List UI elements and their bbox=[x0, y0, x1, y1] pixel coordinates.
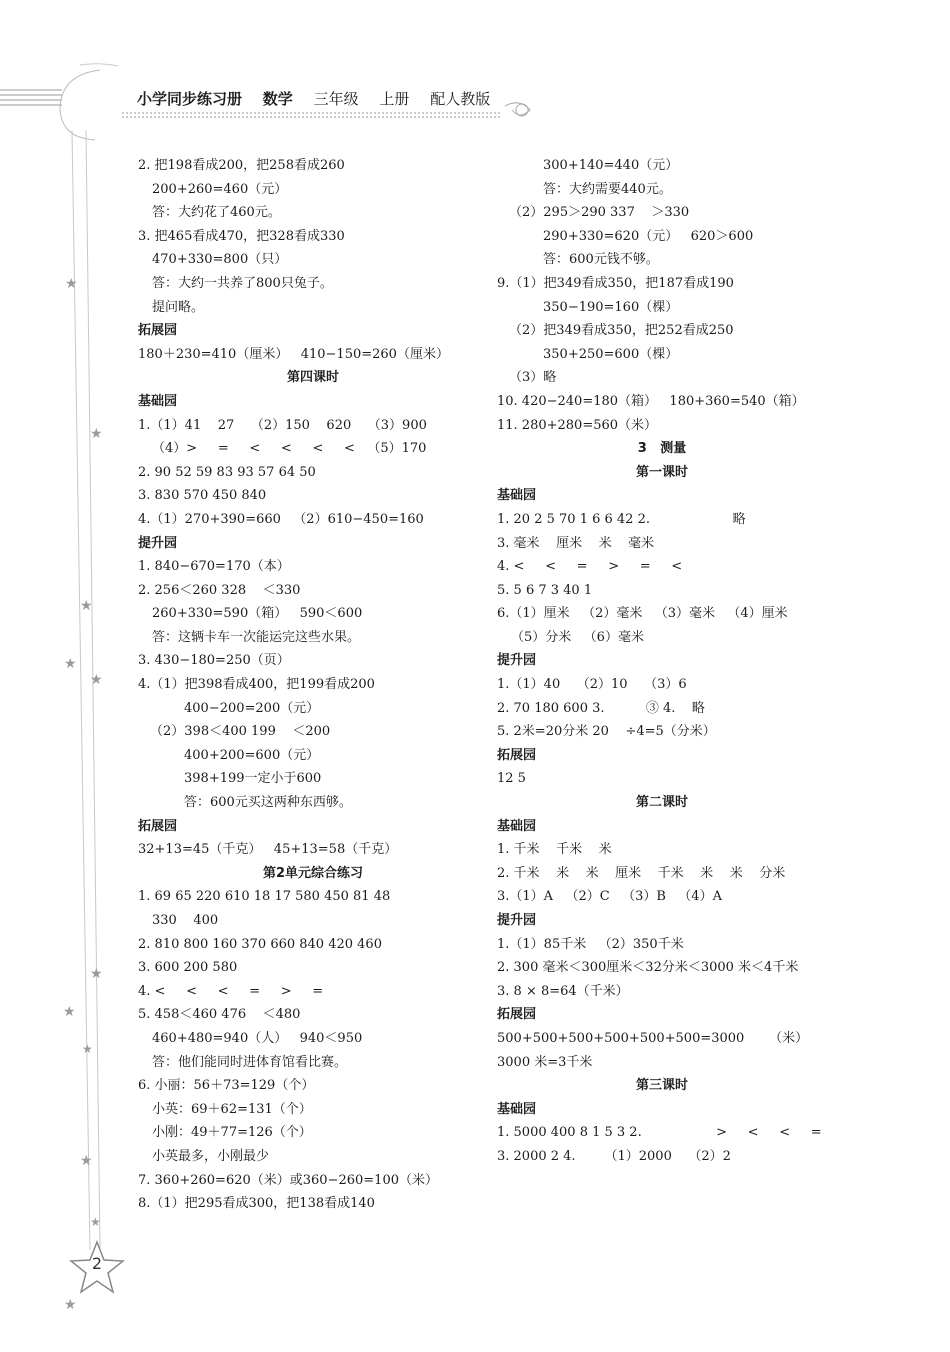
answer-line: 4. < < = > = < bbox=[497, 559, 683, 575]
margin-decoration bbox=[0, 0, 130, 1352]
answer-line: 7. 360+260=620（米）或360−260=100（米） bbox=[138, 1172, 438, 1188]
answer-line: 小刚：49＋77=126（个） bbox=[152, 1125, 312, 1141]
svg-text:★: ★ bbox=[80, 598, 93, 614]
book-title: 小学同步练习册 bbox=[137, 90, 243, 108]
answer-line: 2. 70 180 600 3. ③ 4. 略 bbox=[497, 700, 705, 716]
subsection-heading: 提升园 bbox=[497, 913, 537, 928]
svg-text:★: ★ bbox=[90, 426, 103, 442]
answer-line: 5. 2米=20分米 20 ÷4=5（分米） bbox=[497, 724, 716, 740]
answer-line: 260+330=590（箱） 590＜600 bbox=[152, 606, 363, 622]
answer-line: 32+13=45（千克） 45+13=58（千克） bbox=[138, 842, 398, 858]
page-header bbox=[137, 88, 506, 109]
answer-line: 5. 5 6 7 3 40 1 bbox=[497, 582, 593, 598]
answer-line: 300+140=440（元） bbox=[543, 158, 679, 173]
answer-line: 1.（1）40 （2）10 （3）6 bbox=[497, 677, 687, 693]
answer-line: 答：大约一共养了800只兔子。 bbox=[152, 275, 333, 291]
page-number: 2 bbox=[91, 1254, 103, 1273]
answer-line: 6.（1）厘米 （2）毫米 （3）毫米 （4）厘米 bbox=[497, 606, 788, 622]
answer-line: 470+330=800（只） bbox=[152, 252, 288, 268]
edition: 配人教版 bbox=[430, 90, 491, 108]
answer-line: 11. 280+280=560（米） bbox=[497, 417, 658, 433]
answer-line: 小英：69＋62=131（个） bbox=[152, 1101, 312, 1117]
subsection-heading: 提升园 bbox=[497, 653, 537, 669]
subsection-heading: 拓展园 bbox=[497, 1007, 537, 1023]
answer-line: 400+200=600（元） bbox=[184, 747, 320, 763]
answer-line: （4）> = < < < < （5）170 bbox=[152, 441, 427, 457]
answer-line: 答：大约花了460元。 bbox=[152, 205, 281, 221]
answer-line: 2. 810 800 160 370 660 840 420 460 bbox=[138, 936, 382, 952]
subject: 数学 bbox=[262, 90, 293, 108]
answer-line: 2. 256＜260 328 ＜330 bbox=[138, 582, 301, 598]
answer-line: 2. 把198看成200，把258看成260 bbox=[138, 158, 345, 173]
answer-line: 500+500+500+500+500+500=3000 （米） bbox=[497, 1030, 809, 1046]
section-title: 3 测量 bbox=[637, 441, 687, 457]
answer-line: 3000 米=3千米 bbox=[497, 1054, 593, 1070]
answer-line: 1. 5000 400 8 1 5 3 2. > < < = bbox=[497, 1125, 822, 1141]
answer-line: （3）略 bbox=[509, 370, 557, 386]
answer-line: 398+199一定小于600 bbox=[184, 771, 322, 787]
answer-line: 12 5 bbox=[497, 771, 526, 787]
grade: 三年级 bbox=[313, 90, 359, 108]
answer-line: 3. 毫米 厘米 米 毫米 bbox=[497, 535, 655, 551]
section-title: 第二课时 bbox=[635, 795, 688, 811]
svg-text:★: ★ bbox=[63, 1004, 76, 1020]
answer-line: 5. 458＜460 476 ＜480 bbox=[138, 1007, 301, 1023]
answer-line: 1. 20 2 5 70 1 6 6 42 2. 略 bbox=[497, 511, 746, 527]
answer-line: 4.（1）270+390=660 （2）610−450=160 bbox=[138, 511, 424, 527]
answer-line: 2. 300 毫米＜300厘米＜32分米＜3000 米＜4千米 bbox=[497, 960, 799, 976]
answer-line: 460+480=940（人） 940＜950 bbox=[152, 1030, 363, 1046]
subsection-heading: 基础园 bbox=[138, 393, 178, 409]
svg-text:★: ★ bbox=[80, 1153, 93, 1169]
answer-line: 330 400 bbox=[152, 913, 219, 928]
answer-line: 答：这辆卡车一次能运完这些水果。 bbox=[152, 629, 361, 645]
answer-line: 10. 420−240=180（箱） 180+360=540（箱） bbox=[497, 393, 805, 409]
answer-line: 200+260=460（元） bbox=[152, 181, 288, 197]
answer-line: 290+330=620（元） 620＞600 bbox=[543, 228, 754, 244]
header-ornament bbox=[0, 0, 950, 160]
svg-text:★: ★ bbox=[82, 1042, 93, 1056]
section-title: 第一课时 bbox=[635, 464, 688, 480]
answer-line: 1. 840−670=170（本） bbox=[138, 559, 290, 575]
subsection-heading: 提升园 bbox=[138, 535, 178, 551]
answer-line: 2. 90 52 59 83 93 57 64 50 bbox=[138, 464, 316, 480]
subsection-heading: 基础园 bbox=[497, 818, 537, 834]
answer-line: 3.（1）A （2）C （3）B （4）A bbox=[497, 889, 722, 905]
subsection-heading: 拓展园 bbox=[497, 747, 537, 763]
svg-text:★: ★ bbox=[64, 1297, 77, 1313]
answer-line: 答：600元买这两种东西够。 bbox=[184, 795, 352, 811]
answer-line: 提问略。 bbox=[152, 299, 205, 315]
answer-line: 4. < < < = > = bbox=[138, 983, 324, 999]
answer-line: 答：大约需要440元。 bbox=[543, 181, 672, 197]
answer-line: 答：他们能同时进体育馆看比赛。 bbox=[152, 1054, 348, 1070]
answer-line: 180＋230=410（厘米） 410−150=260（厘米） bbox=[138, 346, 449, 362]
svg-text:★: ★ bbox=[90, 672, 103, 688]
answer-line: 3. 830 570 450 840 bbox=[138, 488, 267, 504]
answer-line: 4.（1）把398看成400，把199看成200 bbox=[138, 677, 375, 693]
answer-line: 3. 600 200 580 bbox=[138, 960, 238, 976]
answer-line: 350+250=600（棵） bbox=[543, 346, 679, 362]
answer-line: 350−190=160（棵） bbox=[543, 299, 679, 315]
term: 上册 bbox=[379, 90, 410, 108]
left-answer-column bbox=[138, 154, 488, 1216]
subsection-heading: 拓展园 bbox=[138, 818, 178, 834]
answer-line: （2）把349看成350，把252看成250 bbox=[509, 323, 734, 339]
answer-line: 1.（1）41 27 （2）150 620 （3）900 bbox=[138, 417, 427, 433]
svg-text:★: ★ bbox=[90, 1215, 101, 1229]
subsection-heading: 基础园 bbox=[497, 1101, 537, 1117]
answer-line: 1.（1）85千米 （2）350千米 bbox=[497, 936, 684, 952]
section-title: 第三课时 bbox=[635, 1078, 688, 1094]
answer-line: 3. 把465看成470，把328看成330 bbox=[138, 228, 345, 244]
svg-text:★: ★ bbox=[65, 276, 78, 292]
svg-text:★: ★ bbox=[64, 656, 77, 672]
answer-line: 小英最多，小刚最少 bbox=[152, 1148, 270, 1164]
section-title: 第四课时 bbox=[286, 370, 339, 386]
answer-line: 1. 69 65 220 610 18 17 580 450 81 48 bbox=[138, 889, 391, 905]
answer-line: 8.（1）把295看成300，把138看成140 bbox=[138, 1196, 375, 1212]
answer-line: 400−200=200（元） bbox=[184, 700, 320, 716]
subsection-heading: 基础园 bbox=[497, 488, 537, 504]
svg-text:★: ★ bbox=[90, 966, 103, 982]
answer-line: 1. 千米 千米 米 bbox=[497, 842, 612, 858]
answer-line: 3. 2000 2 4. （1）2000 （2）2 bbox=[497, 1148, 731, 1164]
answer-line: 3. 430−180=250（页） bbox=[138, 653, 290, 669]
answer-line: 9.（1）把349看成350，把187看成190 bbox=[497, 275, 734, 291]
answer-line: 答：600元钱不够。 bbox=[543, 252, 659, 268]
answer-line: （5）分米 （6）毫米 bbox=[511, 629, 644, 645]
answer-line: （2）398＜400 199 ＜200 bbox=[150, 724, 331, 740]
answer-line: 2. 千米 米 米 厘米 千米 米 米 分米 bbox=[497, 865, 786, 881]
section-title: 第2单元综合练习 bbox=[262, 865, 364, 881]
answer-line: 3. 8 × 8=64（千米） bbox=[497, 983, 629, 999]
subsection-heading: 拓展园 bbox=[138, 323, 178, 339]
answer-line: 6. 小丽：56＋73=129（个） bbox=[138, 1078, 315, 1094]
answer-line: （2）295＞290 337 ＞330 bbox=[509, 205, 690, 221]
right-answer-column bbox=[497, 154, 827, 1169]
